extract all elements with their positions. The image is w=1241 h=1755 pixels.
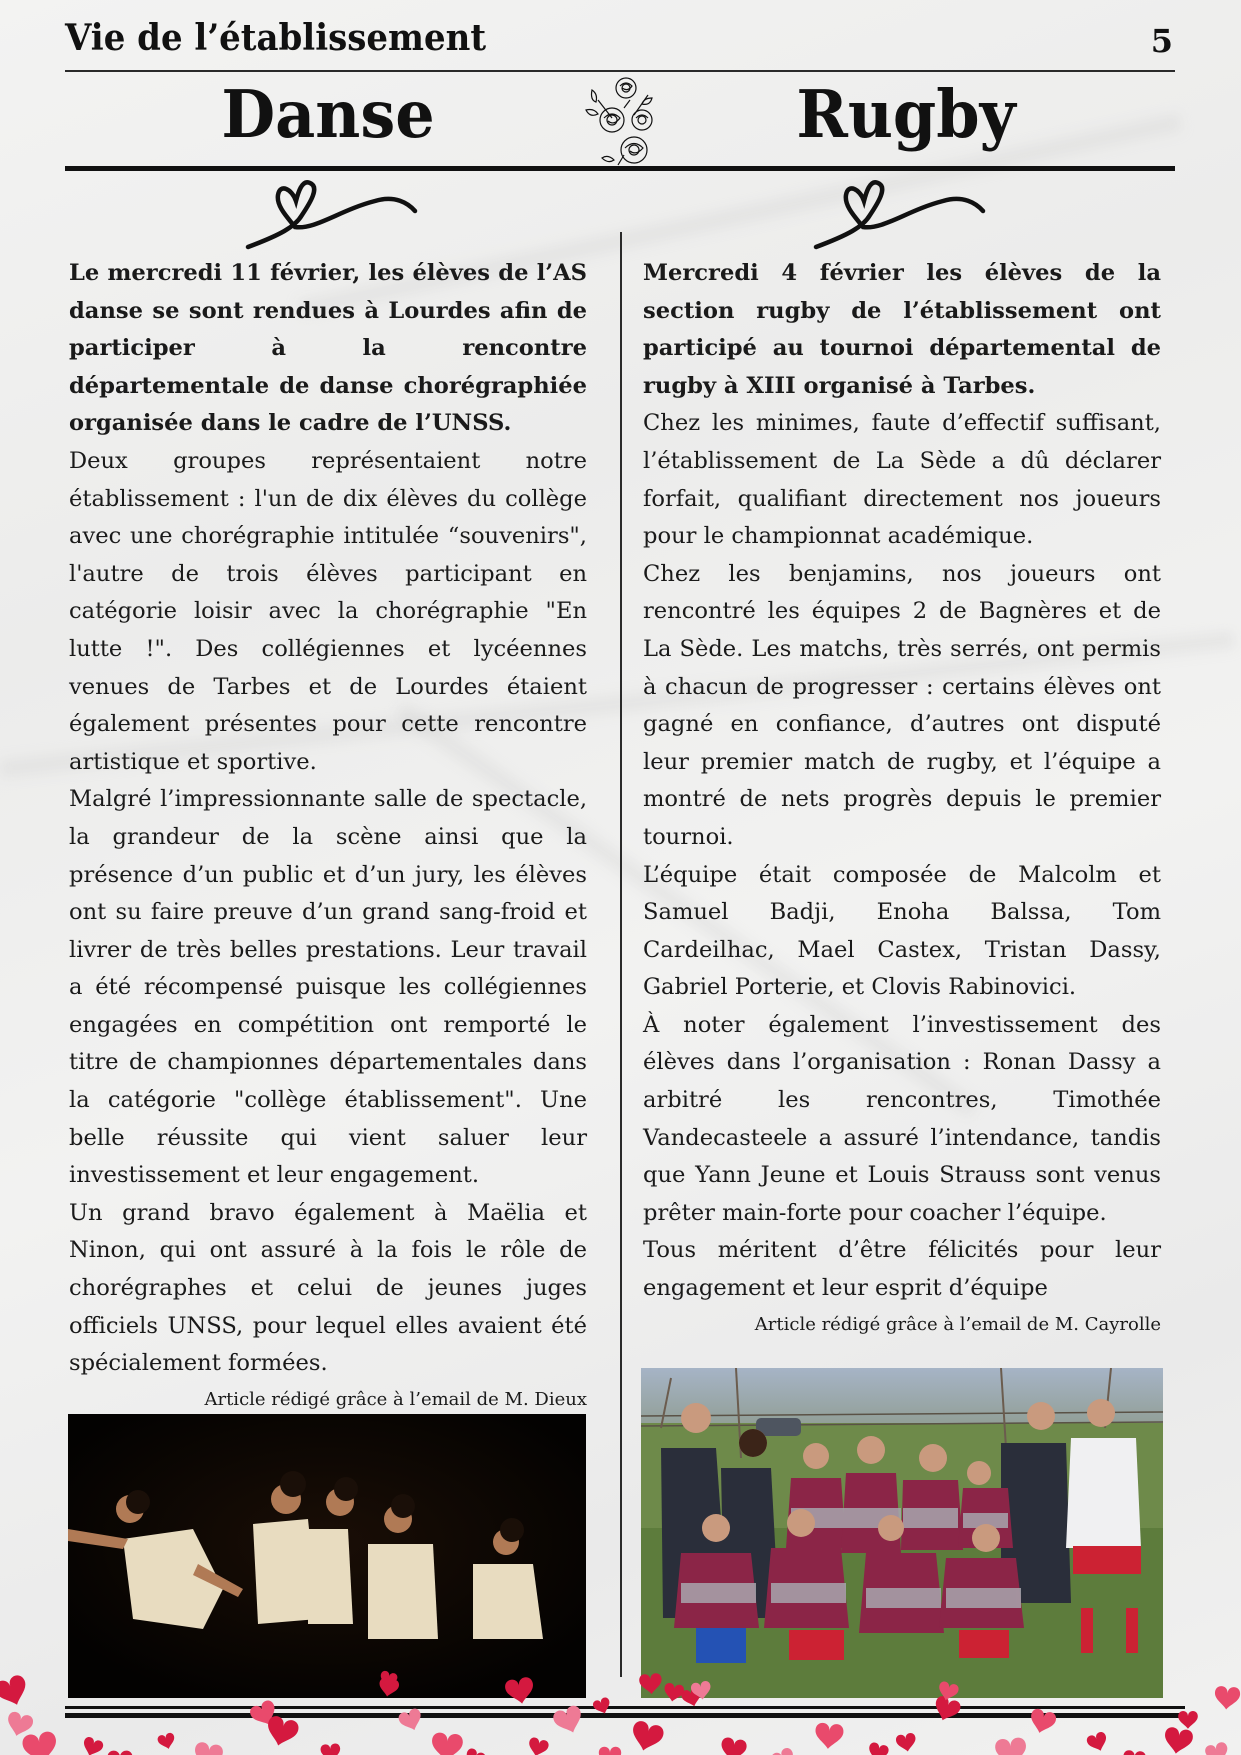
heart-icon bbox=[397, 1707, 425, 1734]
heart-icon bbox=[462, 1747, 487, 1755]
article-paragraph: L’équipe était composée de Malcolm et Samuel Badji, Enoha Balssa, Tom Cardeilhac, Mael Castex, Tristan Dassy, Gabriel Porterie, et Clovis Rabinovici. bbox=[643, 861, 1161, 1001]
footer-rule-thin bbox=[65, 1706, 1185, 1709]
rugby-team-photo bbox=[641, 1368, 1163, 1698]
heart-icon bbox=[1162, 1726, 1194, 1755]
article-paragraph: À noter également l’investissement des élèves dans l’organisation : Ronan Dassy a arbitré les rencontres, Timothée Vandecasteele a assuré l’intendance, tandis que Yann Jeune et Louis Strauss sont venus prêter main-forte pour coacher l’équipe. bbox=[643, 1011, 1161, 1226]
section-header-title: Vie de l’établissement bbox=[65, 16, 487, 60]
article-paragraph: Un grand bravo également à Maëlia et Ninon, qui ont assuré à la fois le rôle de chorégraphes et celui de jeunes juges officiels UNSS, pour lequel elles avaient été spécialement formées. bbox=[69, 1199, 587, 1377]
column-divider bbox=[620, 232, 622, 1677]
title-rule bbox=[65, 166, 1175, 171]
heart-icon bbox=[320, 1743, 341, 1755]
heart-icon bbox=[599, 1747, 621, 1755]
heart-icon bbox=[931, 1694, 963, 1724]
heart-icon bbox=[80, 1736, 105, 1755]
article-paragraph: Tous méritent d’être félicités pour leur engagement et leur esprit d’équipe bbox=[643, 1237, 1161, 1302]
heart-icon bbox=[719, 1736, 748, 1755]
article-paragraph: Malgré l’impressionnante salle de spectacle, la grandeur de la scène ainsi que la présence d’un public et d’un jury, les élèves ont su faire preuve d’un grand sang-froid et livrer de très belles prestations. Leur travail a été récompensé puisque les collégiennes engagées en compétition ont remporté le titre de championnes départementales dans la catégorie "collège établissement". Une belle réussite qui vient saluer leur investissement et leur engagement. bbox=[69, 786, 587, 1189]
dance-photo bbox=[68, 1414, 586, 1698]
heart-icon bbox=[1122, 1750, 1146, 1755]
heart-icon bbox=[107, 1751, 132, 1755]
heart-icon bbox=[814, 1722, 844, 1750]
heart-icon bbox=[157, 1732, 177, 1751]
heart-icon bbox=[4, 1710, 34, 1739]
footer-rule-thick bbox=[65, 1713, 1185, 1718]
heart-icon bbox=[1204, 1741, 1231, 1755]
heart-flourish-icon bbox=[240, 175, 420, 265]
article-credit: Article rédigé grâce à l’email de M. Cayrolle bbox=[754, 1313, 1161, 1335]
article-rugby bbox=[643, 255, 1161, 1340]
article-credit: Article rédigé grâce à l’email de M. Dieux bbox=[204, 1388, 587, 1410]
rose-illustration-icon bbox=[578, 70, 664, 170]
heart-icon bbox=[628, 1719, 665, 1754]
heart-flourish-icon bbox=[808, 175, 988, 265]
article-title-danse: Danse bbox=[221, 76, 435, 153]
article-title-rugby: Rugby bbox=[796, 76, 1016, 153]
article-paragraph: Chez les minimes, faute d’effectif suffisant, l’établissement de La Sède a dû déclarer forfait, qualifiant directement nos joueurs pour le championnat académique. bbox=[643, 410, 1161, 550]
page-number: 5 bbox=[1150, 22, 1173, 60]
heart-icon bbox=[21, 1730, 59, 1755]
article-paragraph: Chez les benjamins, nos joueurs ont rencontré les équipes 2 de Bagnères et de La Sède. Les matchs, très serrés, ont permis à chacun de progresser : certains élèves ont gagné en confiance, d’autres ont disputé leur premier match de rugby, et l’équipe a montré de nets progrès depuis le premier tournoi. bbox=[643, 560, 1161, 850]
article-lead: Le mercredi 11 février, les élèves de l’AS danse se sont rendues à Lourdes afin de participer à la rencontre départementale de danse chorégraphiée organisée dans le cadre de l’UNSS. bbox=[69, 260, 587, 437]
heart-icon bbox=[0, 1673, 32, 1710]
article-paragraph: Deux groupes représentaient notre établissement : l'un de dix élèves du collège avec une chorégraphie intitulée “souvenirs", l'autre de trois élèves participant en catégorie loisir avec la chorégraphie "En lutte !". Des collégiennes et lycéennes venues de Tarbes et de Lourdes étaient également présentes pour cette rencontre artistique et sportive. bbox=[69, 447, 587, 775]
heart-icon bbox=[866, 1741, 890, 1755]
heart-icon bbox=[192, 1741, 224, 1755]
heart-icon bbox=[895, 1732, 917, 1753]
heart-icon bbox=[1027, 1707, 1057, 1736]
article-lead: Mercredi 4 février les élèves de la section rugby de l’établissement ont participé au tournoi départemental de rugby à XIII organisé à Tarbes. bbox=[643, 260, 1161, 399]
heart-icon bbox=[1214, 1686, 1241, 1711]
heart-icon bbox=[995, 1737, 1028, 1755]
heart-icon bbox=[1085, 1731, 1110, 1754]
heart-icon bbox=[769, 1746, 798, 1755]
heart-icon bbox=[430, 1732, 463, 1755]
heart-icon bbox=[263, 1714, 300, 1749]
heart-icon bbox=[526, 1736, 550, 1755]
article-danse bbox=[69, 255, 587, 1415]
